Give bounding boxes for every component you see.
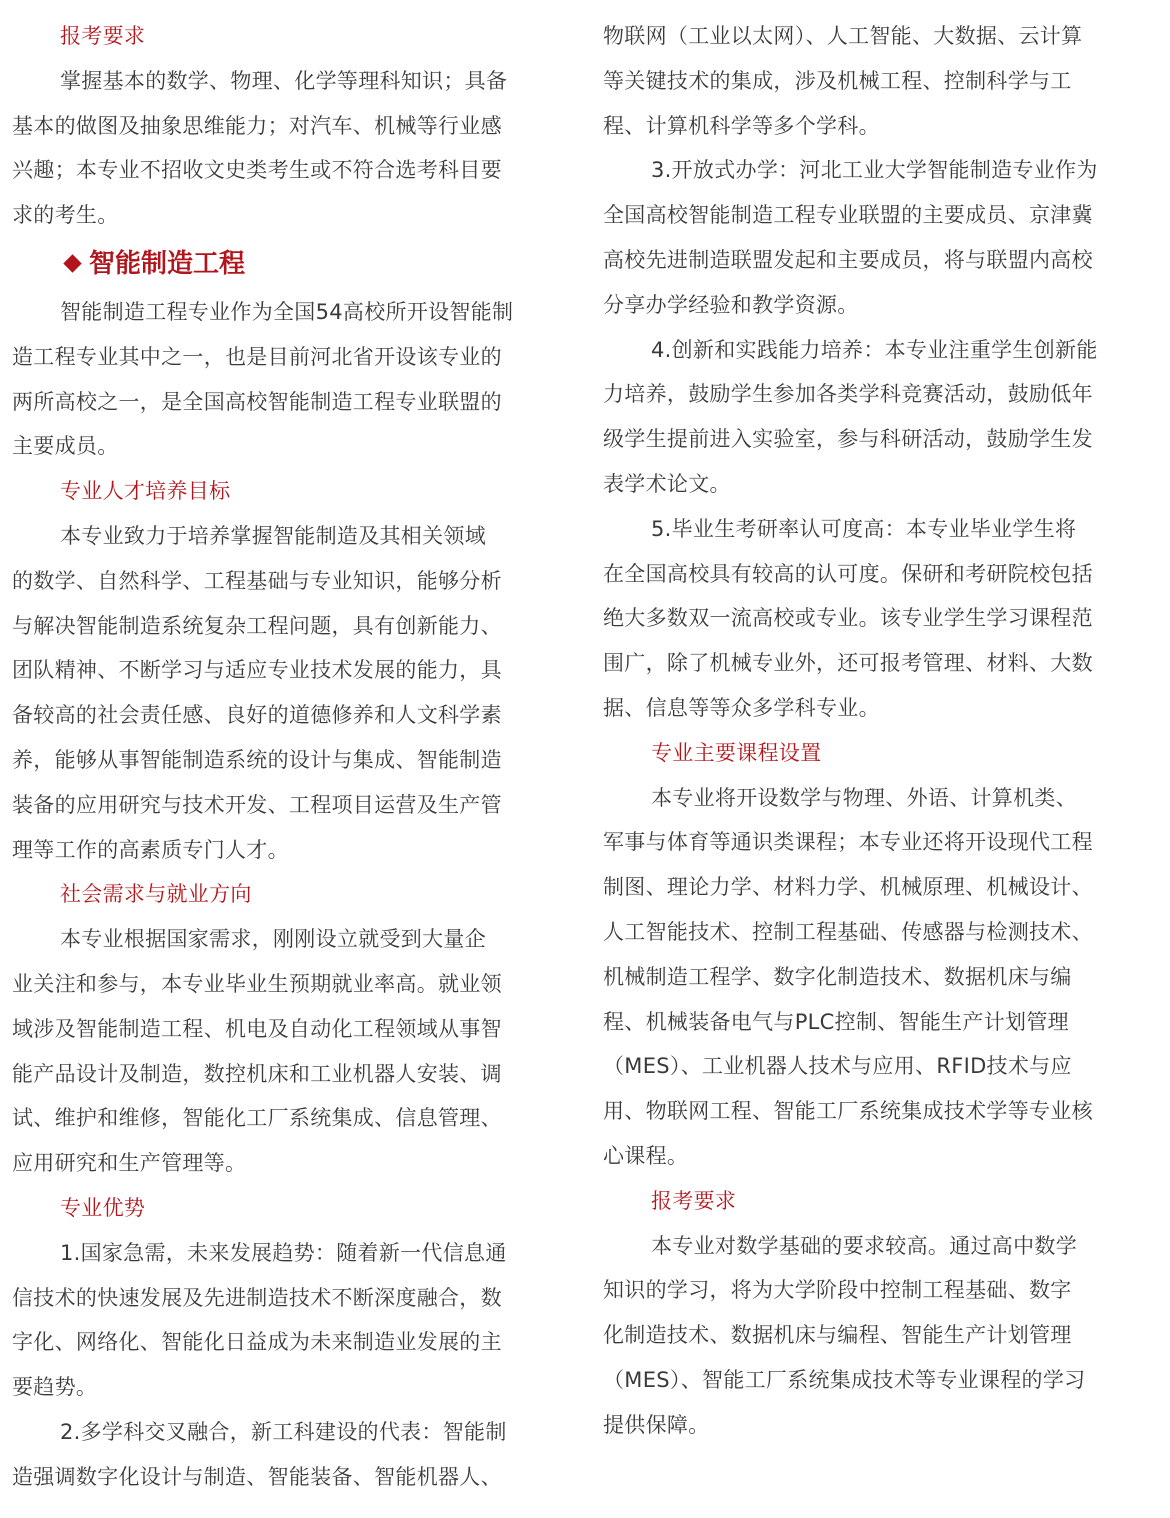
paragraph-line: 在全国高校具有较高的认可度。保研和考研院校包括 bbox=[603, 561, 1093, 586]
paragraph-adv-2-continued bbox=[603, 14, 1143, 148]
paragraph-line: 围广，除了机械专业外，还可报考管理、材料、大数 bbox=[603, 651, 1093, 676]
paragraph-line: 要趋势。 bbox=[12, 1375, 98, 1400]
paragraph-line: 据、信息等等众多学科专业。 bbox=[603, 695, 880, 720]
paragraph-line: 化制造技术、数据机床与编程、智能生产计划管理 bbox=[603, 1323, 1072, 1348]
paragraph-line: 高校先进制造联盟发起和主要成员，将与联盟内高校 bbox=[603, 247, 1093, 272]
paragraph-line: 物联网（工业以太网）、人工智能、大数据、云计算 bbox=[603, 24, 1083, 48]
paragraph-line: （MES）、工业机器人技术与应用、RFID技术与应 bbox=[603, 1054, 1072, 1079]
paragraph-line: 信技术的快速发展及先进制造技术不断深度融合，数 bbox=[12, 1285, 502, 1310]
section-title-text: 智能制造工程 bbox=[89, 248, 246, 279]
paragraph-line: 分享办学经验和教学资源。 bbox=[603, 292, 859, 317]
section-heading-goal: 专业人才培养目标 bbox=[60, 479, 231, 504]
paragraph-line: 应用研究和生产管理等。 bbox=[12, 1151, 247, 1176]
paragraph-line: 两所高校之一，是全国高校智能制造工程专业联盟的 bbox=[12, 389, 502, 414]
paragraph-line: 域涉及智能制造工程、机电及自动化工程领域从事智 bbox=[12, 1016, 502, 1041]
paragraph-line: 全国高校智能制造工程专业联盟的主要成员、京津冀 bbox=[603, 203, 1093, 228]
paragraph-line: 备较高的社会责任感、良好的道德修养和人文科学素 bbox=[12, 703, 502, 728]
paragraph-adv-1 bbox=[12, 1231, 550, 1410]
paragraph-line: 本专业将开设数学与物理、外语、计算机类、 bbox=[651, 785, 1077, 810]
section-heading-requirements-2: 报考要求 bbox=[651, 1188, 737, 1213]
paragraph-requirements bbox=[12, 59, 550, 238]
paragraph-line: 与解决智能制造系统复杂工程问题，具有创新能力、 bbox=[12, 613, 502, 638]
paragraph-line: 掌握基本的数学、物理、化学等理科知识；具备 bbox=[60, 68, 508, 93]
right-column bbox=[603, 14, 1143, 1448]
paragraph-line: 养，能够从事智能制造系统的设计与集成、智能制造 bbox=[12, 747, 502, 772]
paragraph-line: 机械制造工程学、数字化制造技术、数据机床与编 bbox=[603, 964, 1072, 989]
paragraph-line: 求的考生。 bbox=[12, 203, 119, 228]
paragraph-demand bbox=[12, 917, 550, 1186]
paragraph-line: 造工程专业其中之一，也是目前河北省开设该专业的 bbox=[12, 344, 502, 369]
paragraph-line: 1.国家急需，未来发展趋势：随着新一代信息通 bbox=[60, 1240, 507, 1265]
paragraph-line: 2.多学科交叉融合，新工科建设的代表：智能制 bbox=[60, 1419, 507, 1444]
left-column bbox=[12, 14, 550, 1500]
paragraph-line: 基本的做图及抽象思维能力；对汽车、机械等行业感 bbox=[12, 113, 502, 138]
paragraph-line: 本专业根据国家需求，刚刚设立就受到大量企 bbox=[60, 927, 486, 952]
paragraph-line: 装备的应用研究与技术开发、工程项目运营及生产管 bbox=[12, 792, 502, 817]
section-heading-advantages: 专业优势 bbox=[60, 1195, 146, 1220]
paragraph-line: 能产品设计及制造，数控机床和工业机器人安装、调 bbox=[12, 1061, 502, 1086]
paragraph-line: 程、计算机科学等多个学科。 bbox=[603, 113, 880, 138]
paragraph-line: 业关注和参与，本专业毕业生预期就业率高。就业领 bbox=[12, 971, 502, 996]
paragraph-line: 本专业对数学基础的要求较高。通过高中数学 bbox=[651, 1233, 1077, 1258]
paragraph-line: 5.毕业生考研率认可度高：本专业毕业学生将 bbox=[651, 516, 1077, 541]
paragraph-line: 试、维护和维修，智能化工厂系统集成、信息管理、 bbox=[12, 1106, 502, 1131]
paragraph-line: 制图、理论力学、材料力学、机械原理、机械设计、 bbox=[603, 875, 1093, 900]
paragraph-line: 力培养，鼓励学生参加各类学科竞赛活动，鼓励低年 bbox=[603, 382, 1093, 407]
paragraph-line: 本专业致力于培养掌握智能制造及其相关领域 bbox=[60, 523, 486, 548]
section-heading-courses: 专业主要课程设置 bbox=[651, 740, 822, 765]
paragraph-line: 军事与体育等通识类课程；本专业还将开设现代工程 bbox=[603, 830, 1093, 855]
paragraph-line: 4.创新和实践能力培养：本专业注重学生创新能 bbox=[651, 337, 1098, 362]
paragraph-line: 团队精神、不断学习与适应专业技术发展的能力，具 bbox=[12, 658, 502, 683]
paragraph-line: 字化、网络化、智能化日益成为未来制造业发展的主 bbox=[12, 1330, 502, 1355]
paragraph-line: 绝大多数双一流高校或专业。该专业学生学习课程范 bbox=[603, 606, 1093, 631]
paragraph-line: 表学术论文。 bbox=[603, 471, 731, 496]
paragraph-line: 人工智能技术、控制工程基础、传感器与检测技术、 bbox=[603, 919, 1093, 944]
paragraph-line: 3.开放式办学：河北工业大学智能制造专业作为 bbox=[651, 158, 1098, 183]
paragraph-line: 提供保障。 bbox=[603, 1412, 710, 1437]
paragraph-line: 级学生提前进入实验室，参与科研活动，鼓励学生发 bbox=[603, 427, 1093, 452]
paragraph-line: 智能制造工程专业作为全国54高校所开设智能制 bbox=[60, 299, 514, 324]
section-title bbox=[12, 238, 550, 290]
paragraph-line: 理等工作的高素质专门人才。 bbox=[12, 837, 289, 862]
paragraph-line: 用、物联网工程、智能工厂系统集成技术学等专业核 bbox=[603, 1099, 1093, 1124]
paragraph-line: 心课程。 bbox=[603, 1143, 689, 1168]
paragraph-line: 程、机械装备电气与PLC控制、智能生产计划管理 bbox=[603, 1009, 1069, 1034]
paragraph-goal bbox=[12, 514, 550, 872]
paragraph-line: 主要成员。 bbox=[12, 434, 119, 459]
paragraph-requirements-2 bbox=[603, 1224, 1143, 1448]
paragraph-line: 知识的学习，将为大学阶段中控制工程基础、数字 bbox=[603, 1278, 1072, 1303]
section-heading-requirements: 报考要求 bbox=[60, 24, 146, 48]
paragraph-line: 造强调数字化设计与制造、智能装备、智能机器人、 bbox=[12, 1464, 502, 1489]
paragraph-adv-2 bbox=[12, 1410, 550, 1500]
paragraph-adv-3 bbox=[603, 148, 1143, 327]
paragraph-intro bbox=[12, 290, 550, 469]
paragraph-line: 等关键技术的集成，涉及机械工程、控制科学与工 bbox=[603, 68, 1072, 93]
section-heading-demand: 社会需求与就业方向 bbox=[60, 882, 252, 907]
paragraph-adv-5 bbox=[603, 507, 1143, 731]
paragraph-line: 兴趣；本专业不招收文史类考生或不符合选考科目要 bbox=[12, 158, 502, 183]
diamond-bullet-icon bbox=[63, 255, 81, 273]
paragraph-line: 的数学、自然科学、工程基础与专业知识，能够分析 bbox=[12, 568, 502, 593]
paragraph-line: （MES）、智能工厂系统集成技术等专业课程的学习 bbox=[603, 1367, 1086, 1392]
paragraph-adv-4 bbox=[603, 328, 1143, 507]
paragraph-courses bbox=[603, 776, 1143, 1179]
